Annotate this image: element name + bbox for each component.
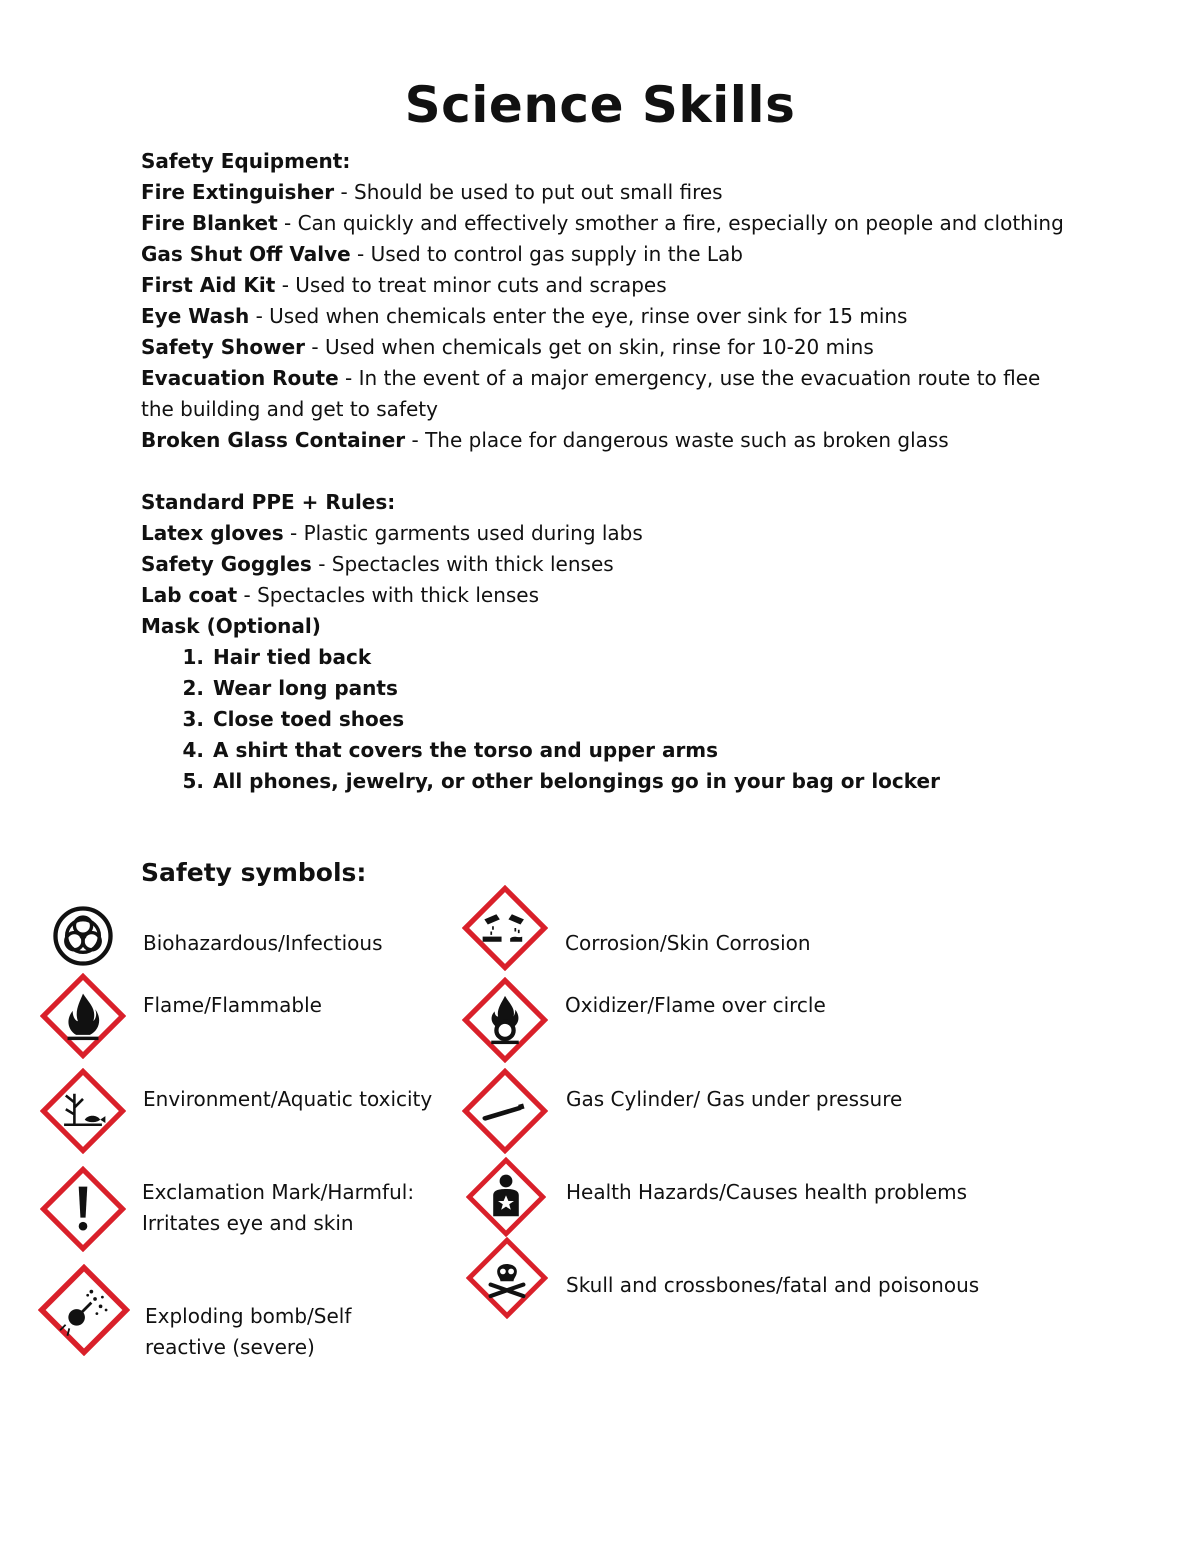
ppe-term: Lab coat xyxy=(141,583,238,607)
symbol-label-line: Exploding bomb/Self xyxy=(145,1304,352,1328)
equipment-term: Gas Shut Off Valve xyxy=(141,242,351,266)
symbol-label: Corrosion/Skin Corrosion xyxy=(565,931,811,955)
ppe-item xyxy=(141,580,1071,611)
symbol-label: Oxidizer/Flame over circle xyxy=(565,993,826,1017)
equipment-item xyxy=(141,239,1071,270)
equipment-item xyxy=(141,425,1071,456)
ppe-term: Safety Goggles xyxy=(141,552,312,576)
equipment-term: Eye Wash xyxy=(141,304,250,328)
equipment-item xyxy=(141,177,1071,208)
ppe-heading: Standard PPE + Rules: xyxy=(141,490,396,514)
equipment-term: Safety Shower xyxy=(141,335,306,359)
equipment-item xyxy=(141,363,1071,425)
page-title: Science Skills xyxy=(404,76,796,134)
equipment-item xyxy=(141,208,1071,239)
ppe-desc: - Spectacles with thick lenses xyxy=(237,583,540,607)
equipment-item xyxy=(141,301,1071,332)
rules-list xyxy=(141,642,1071,797)
equipment-desc: - Used when chemicals enter the eye, rinse over sink for 15 mins xyxy=(249,304,908,328)
document-body xyxy=(141,146,1071,797)
exploding-bomb-icon xyxy=(38,1264,130,1356)
equipment-desc: - Used when chemicals get on skin, rinse for 10-20 mins xyxy=(305,335,874,359)
symbol-label xyxy=(145,1301,351,1363)
equipment-desc: - Used to control gas supply in the Lab xyxy=(350,242,743,266)
corrosion-icon xyxy=(462,885,548,971)
skull-crossbones-icon xyxy=(466,1237,548,1319)
spacer xyxy=(141,456,1071,487)
oxidizer-icon xyxy=(462,977,548,1063)
ppe-item xyxy=(141,518,1071,549)
rule-item: 2. Wear long pants xyxy=(211,673,1071,704)
equipment-desc: - Can quickly and effectively smother a fire, especially on people and clothing xyxy=(277,211,1064,235)
equipment-term: Fire Extinguisher xyxy=(141,180,335,204)
equipment-desc: - The place for dangerous waste such as broken glass xyxy=(405,428,949,452)
rule-item: 1. Hair tied back xyxy=(211,642,1071,673)
safety-symbols-heading: Safety symbols: xyxy=(141,858,367,887)
gas-cylinder-icon xyxy=(462,1068,548,1154)
symbol-label: Flame/Flammable xyxy=(143,993,322,1017)
equipment-item xyxy=(141,332,1071,363)
safety-equipment-heading: Safety Equipment: xyxy=(141,149,351,173)
symbol-label-line: Exclamation Mark/Harmful: xyxy=(142,1180,415,1204)
symbol-label-line: reactive (severe) xyxy=(145,1335,315,1359)
equipment-term: Broken Glass Container xyxy=(141,428,406,452)
symbol-label xyxy=(142,1177,414,1239)
equipment-term: Evacuation Route xyxy=(141,366,339,390)
mask-item: Mask (Optional) xyxy=(141,614,321,638)
symbol-label: Biohazardous/Infectious xyxy=(143,931,383,955)
equipment-term: First Aid Kit xyxy=(141,273,276,297)
environment-icon xyxy=(40,1068,126,1154)
symbol-label: Environment/Aquatic toxicity xyxy=(143,1087,433,1111)
symbol-label: Skull and crossbones/fatal and poisonous xyxy=(566,1273,980,1297)
equipment-desc: - In the event of a major emergency, use the evacuation route to flee the building and get to safety xyxy=(141,366,1041,421)
ppe-term: Latex gloves xyxy=(141,521,284,545)
equipment-desc: - Should be used to put out small fires xyxy=(334,180,723,204)
equipment-item xyxy=(141,270,1071,301)
equipment-desc: - Used to treat minor cuts and scrapes xyxy=(275,273,667,297)
rule-item: 5. All phones, jewelry, or other belongings go in your bag or locker xyxy=(211,766,1071,797)
equipment-term: Fire Blanket xyxy=(141,211,278,235)
symbol-label: Health Hazards/Causes health problems xyxy=(566,1180,968,1204)
biohazard-icon xyxy=(40,893,126,979)
ppe-item xyxy=(141,549,1071,580)
ppe-desc: - Spectacles with thick lenses xyxy=(311,552,614,576)
symbol-label: Gas Cylinder/ Gas under pressure xyxy=(566,1087,903,1111)
symbol-label-line: Irritates eye and skin xyxy=(142,1211,354,1235)
ppe-desc: - Plastic garments used during labs xyxy=(283,521,643,545)
rule-item: 4. A shirt that covers the torso and upper arms xyxy=(211,735,1071,766)
rule-item: 3. Close toed shoes xyxy=(211,704,1071,735)
flame-icon xyxy=(40,973,126,1059)
health-hazard-icon xyxy=(466,1157,546,1237)
exclamation-icon xyxy=(40,1166,126,1252)
